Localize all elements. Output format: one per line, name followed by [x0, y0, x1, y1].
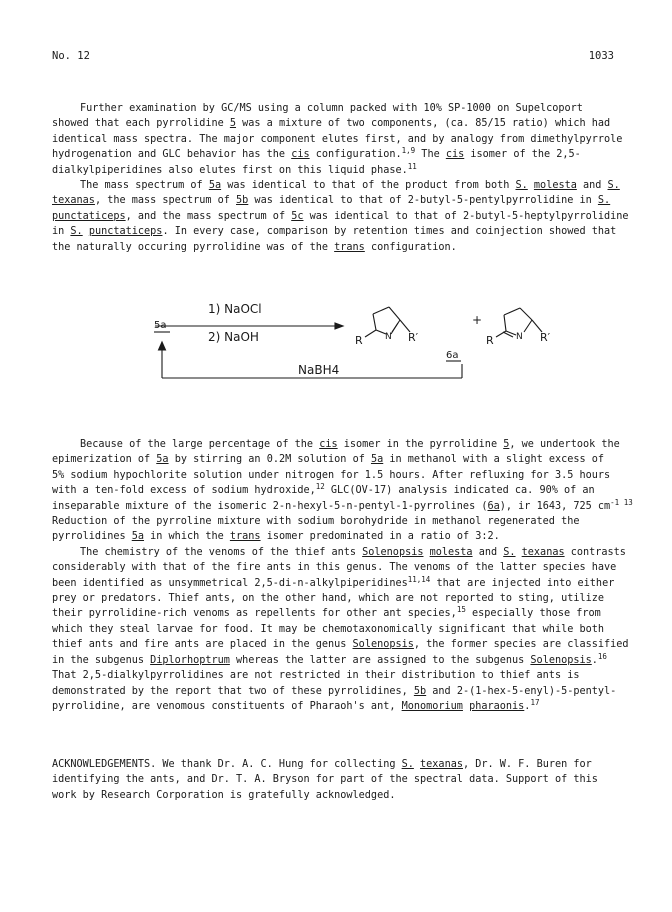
reaction-scheme	[150, 288, 620, 388]
text-line: showed that each pyrrolidine	[52, 118, 230, 130]
text-line: thief ants and fire ants are placed in the genus	[52, 639, 353, 651]
start-compound-label: 5a	[154, 320, 167, 331]
text-line: 5% sodium hypochlorite solution under nitrogen for 1.5 hours. After refluxing for 3.5 hours	[52, 469, 611, 481]
text-line: The mass spectrum of	[80, 180, 209, 192]
body-text-middle	[52, 437, 632, 714]
text-line: The	[415, 149, 446, 161]
species-name: S.	[401, 759, 414, 770]
isomer-term: trans	[229, 531, 261, 543]
species-name: S.	[607, 180, 620, 192]
reagent-nabh4: NaBH4	[298, 363, 340, 377]
genus-name: Monomorium	[401, 700, 463, 712]
compound-ref: 5a	[156, 454, 169, 466]
text-line: was identical to that of the product from both	[221, 180, 516, 192]
subgenus-name: Solenopsis	[530, 654, 592, 666]
species-name: texanas	[52, 195, 95, 207]
species-name: S.	[503, 546, 516, 558]
text-line: been identified as unsymmetrical 2,5-di-n-alkylpiperidines	[52, 577, 408, 589]
text-line: and 2-(1-hex-5-enyl)-5-pentyl-	[426, 685, 617, 697]
citation: 15	[456, 605, 466, 615]
text-line: dialkylpiperidines also elutes first on this liquid phase.	[52, 164, 408, 176]
species-name: pharaonis	[469, 700, 525, 712]
subgenus-name: Diplorhoptrum	[150, 654, 230, 666]
substituent-r: R	[486, 334, 494, 347]
text-line: inseparable mixture of the isomeric 2-n-hexyl-5-n-pentyl-1-pyrrolines (	[52, 500, 488, 512]
ring-nitrogen: N	[385, 332, 392, 342]
text-line: ACKNOWLEDGEMENTS. We thank Dr. A. C. Hung for collecting	[52, 759, 402, 770]
species-name: texanas	[521, 546, 565, 558]
compound-ref: 5b	[236, 195, 249, 207]
paragraph-gcms	[52, 101, 632, 178]
arrowhead	[335, 323, 343, 329]
text-line: isomer predominated in a ratio of 3:2.	[260, 531, 500, 543]
text-line: , the mass spectrum of	[94, 195, 237, 207]
citation: 1,9	[401, 146, 416, 156]
text-line: in	[52, 226, 71, 238]
text-line: , we undertook the	[509, 439, 620, 450]
text-line: their pyrrolidine-rich venoms as repellents for other ant species,	[52, 608, 457, 620]
compound-ref: 5a	[370, 454, 384, 466]
genus-name: Solenopsis	[352, 639, 414, 651]
species-name: texanas	[420, 759, 463, 770]
compound-ref: 5	[503, 439, 510, 450]
citation: 11,14	[407, 574, 431, 584]
text-line: .	[524, 700, 531, 712]
species-name: punctaticeps	[88, 226, 163, 238]
text-line: ), ir 1643, 725 cm	[499, 500, 611, 512]
compound-ref: 5	[229, 118, 237, 130]
text-line: The chemistry of the venoms of the thief ants	[80, 546, 363, 558]
journal-issue-number: No. 12	[52, 50, 90, 62]
text-line: configuration.	[364, 241, 457, 253]
text-line: and	[576, 180, 608, 192]
paragraph-venom-chemistry	[52, 545, 632, 714]
text-line: Reduction of the pyrroline mixture with sodium borohydride in methanol regenerated the	[52, 516, 580, 528]
compound-ref: 5a	[131, 531, 145, 543]
species-name: S.	[515, 180, 528, 192]
text-line: was identical to that of 2-butyl-5-pentylpyrrolidine in	[248, 195, 598, 207]
arrowhead-up	[159, 342, 166, 350]
text-line: especially those from	[465, 608, 601, 620]
text-line: considerably with that of the fire ants in this genus. The venoms of the latter species have	[52, 562, 617, 574]
compound-ref: 6a	[487, 500, 500, 512]
text-line: by stirring an 0.2M solution of	[168, 454, 371, 466]
text-line: hydrogenation and GLC behavior has the	[52, 149, 292, 161]
text-line: , the former species are classified	[413, 639, 629, 651]
text-line: identical mass spectra. The major component elutes first, and by analogy from dimethylpyrrole	[52, 133, 623, 145]
text-line: demonstrated by the report that two of these pyrrolidines,	[52, 685, 414, 697]
ring-nitrogen: N	[516, 332, 523, 342]
text-line: was a mixture of two components, (ca. 85/15 ratio) which had	[236, 118, 611, 130]
substituent-r-prime: R′	[540, 331, 551, 344]
genus-name: Solenopsis	[362, 546, 424, 558]
page-number: 1033	[588, 50, 614, 62]
compound-ref: 5b	[413, 685, 427, 697]
text-line: pyrrolidines	[52, 531, 132, 543]
text-line: Further examination by GC/MS using a column packed with 10% SP-1000 on Supelcoport	[80, 103, 583, 114]
species-name: punctaticeps	[52, 210, 126, 222]
text-line: prey or predators. Thief ants, on the other hand, which are not reported to sting, utilize	[52, 593, 605, 605]
substituent-r: R	[355, 334, 363, 347]
body-text-top	[52, 101, 632, 255]
paragraph-epimerization	[52, 437, 632, 545]
text-line: , and the mass spectrum of	[125, 210, 292, 222]
text-line: GLC(OV-17) analysis indicated ca. 90% of an	[324, 485, 595, 497]
text-line: work by Research Corporation is gratefully acknowledged.	[52, 789, 396, 801]
species-name: molesta	[429, 546, 473, 558]
text-line: in which the	[144, 531, 230, 543]
text-line: with a ten-fold excess of sodium hydroxide,	[52, 485, 316, 497]
text-line: Because of the large percentage of the	[80, 439, 320, 450]
reagent-naoh: 2) NaOH	[208, 330, 259, 344]
text-line: in methanol with a slight excess of	[383, 454, 605, 466]
text-line: contrasts	[564, 546, 626, 558]
text-line: isomer of the 2,5-	[464, 149, 581, 161]
text-line: isomer in the pyrrolidine	[337, 439, 504, 450]
text-line: pyrrolidine, are venomous constituents of Pharaoh's ant,	[52, 700, 402, 712]
text-line: That 2,5-dialkylpyrrolidines are not restricted in their distribution to thief ants is	[52, 670, 580, 682]
species-name: S.	[597, 195, 611, 207]
text-line: , Dr. W. F. Buren for	[462, 759, 592, 770]
citation: 17	[530, 697, 540, 707]
text-line: identifying the ants, and Dr. T. A. Bryson for part of the spectral data. Support of this	[52, 774, 598, 786]
substituent-r-prime: R′	[408, 331, 419, 344]
citation: 16	[597, 651, 607, 661]
text-line: and	[472, 546, 504, 558]
paragraph-mass-spectrum	[52, 178, 632, 255]
citation: -1 13	[610, 497, 633, 507]
text-line: which they steal larvae for food. It may be chemotaxonomically significant that while both	[52, 623, 605, 635]
species-name: molesta	[533, 180, 577, 192]
text-line: epimerization of	[52, 454, 157, 466]
citation: 12	[315, 482, 325, 492]
product-compound-label: 6a	[446, 350, 459, 361]
plus-sign: +	[472, 313, 483, 327]
text-line: in the subgenus	[52, 654, 151, 666]
acknowledgements	[52, 757, 632, 803]
compound-ref: 5c	[291, 210, 304, 222]
isomer-term: cis	[319, 439, 338, 450]
text-line: that are injected into either	[430, 577, 615, 589]
text-line: whereas the latter are assigned to the subgenus	[229, 654, 531, 666]
text-line: was identical to that of 2-butyl-5-heptylpyrrolidine	[303, 210, 629, 222]
text-line: configuration.	[309, 149, 402, 161]
isomer-term: trans	[334, 241, 365, 253]
reagent-naocl: 1) NaOCl	[208, 302, 262, 316]
compound-ref: 5a	[208, 180, 222, 192]
isomer-term: cis	[445, 149, 465, 161]
citation: 11	[407, 161, 417, 171]
isomer-term: cis	[291, 149, 310, 161]
text-line: the naturally occuring pyrrolidine was of the	[52, 241, 335, 253]
text-line: . In every case, comparison by retention times and coinjection showed that	[162, 226, 617, 238]
text-line: .	[591, 654, 598, 666]
species-name: S.	[70, 226, 83, 238]
